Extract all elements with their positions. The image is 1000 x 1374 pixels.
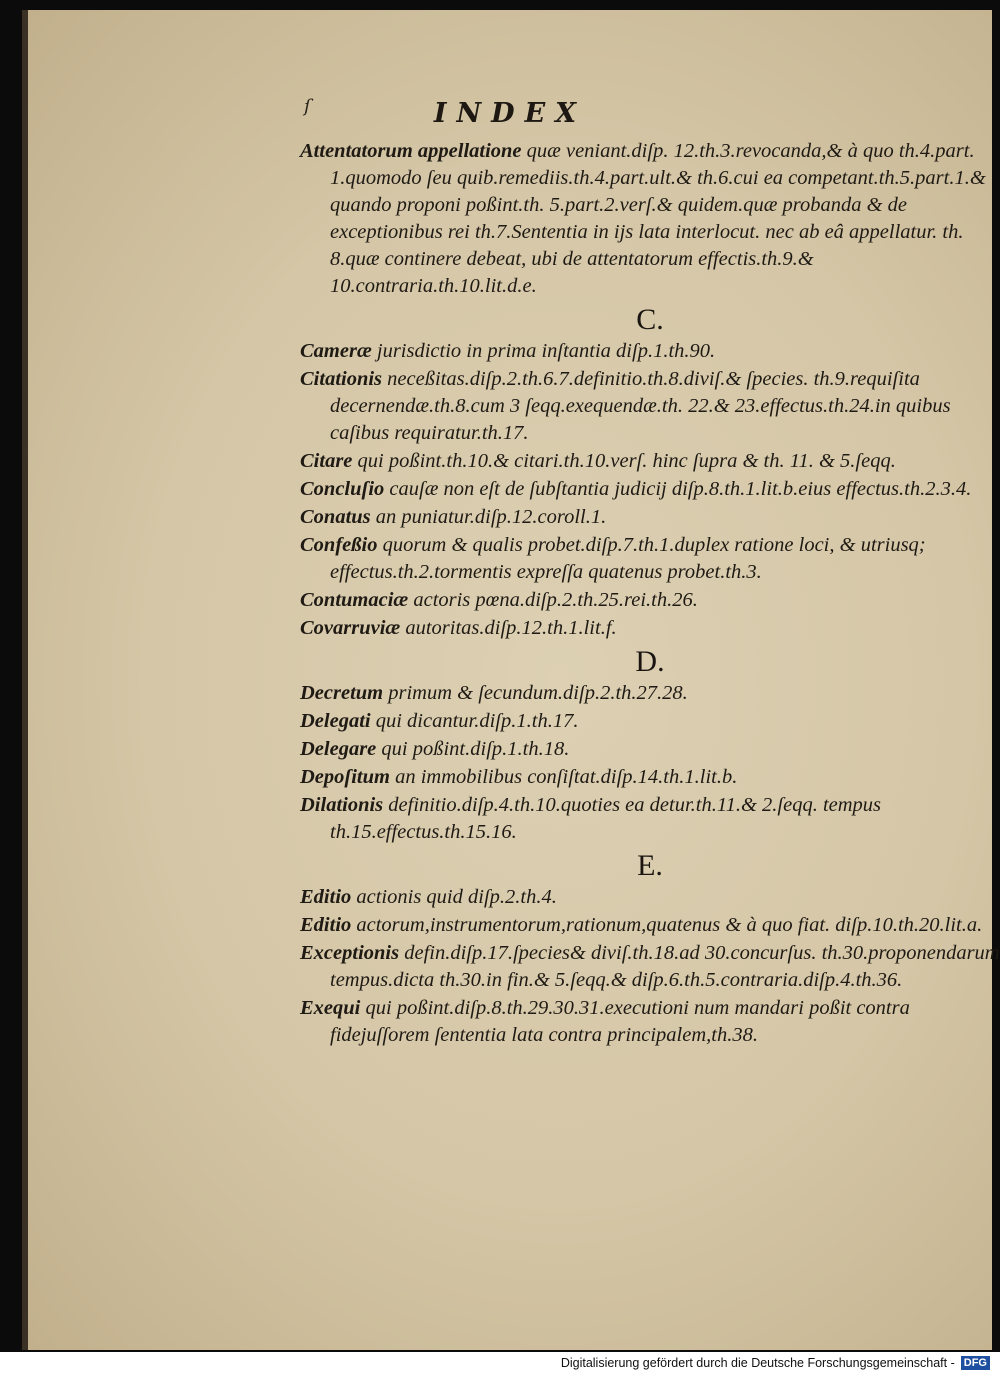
index-body: [300, 138, 1000, 1050]
index-entry-text: qui poßint.diſp.8.th.29.30.31.executioni num mandari poßit contra fidejuſſorem ſententia lata contra principalem,th.38.: [330, 997, 910, 1046]
index-entry-headword: Contumaciæ: [300, 589, 409, 611]
index-entry: [300, 912, 1000, 939]
footer-credit: Digitalisierung gefördert durch die Deutsche Forschungsgemeinschaft -: [560, 1356, 955, 1370]
index-entry-text: quorum & qualis probet.diſp.7.th.1.duplex ratione loci, & utriusq; effectus.th.2.tormentis expreſſa quatenus probet.th.3.: [330, 534, 926, 583]
index-entry-text: qui dicantur.diſp.1.th.17.: [370, 710, 579, 732]
index-section-a: [300, 138, 1000, 300]
index-entry-text: primum & ſecundum.diſp.2.th.27.28.: [383, 682, 688, 704]
index-entry-headword: Covarruviæ: [300, 617, 401, 639]
index-entry-headword: Editio: [300, 886, 352, 908]
index-entry-headword: Editio: [300, 914, 352, 936]
index-entry: [300, 504, 1000, 531]
index-entry-headword: Citare: [300, 450, 353, 472]
index-entry-headword: Confeßio: [300, 534, 378, 556]
index-entry: [300, 366, 1000, 447]
index-entry-text: neceßitas.diſp.2.th.6.7.definitio.th.8.diviſ.& ſpecies. th.9.requiſita decernendæ.th.8.cum 3 ſeqq.exequendæ.th. 22.& 23.effectus.th.24.in quibus caſibus requiratur.th.17.: [330, 368, 951, 444]
section-letter-c: C.: [636, 303, 664, 336]
index-entry-text: autoritas.diſp.12.th.1.lit.f.: [400, 617, 617, 639]
index-entry-headword: Conatus: [300, 506, 371, 528]
digitization-footer: [0, 1352, 1000, 1374]
section-letter-d: D.: [635, 645, 665, 678]
index-entry-headword: Exceptionis: [300, 942, 400, 964]
index-section-e: [300, 884, 1000, 1049]
index-section-c: [300, 338, 1000, 642]
running-head: INDEX: [433, 98, 587, 129]
section-letter-e: E.: [637, 849, 663, 882]
index-entry-headword: Dilationis: [300, 794, 384, 816]
index-entry: [300, 764, 1000, 791]
index-entry-headword: Cameræ: [300, 340, 372, 362]
index-entry: [300, 476, 1000, 503]
index-section-d: [300, 680, 1000, 846]
index-entry: [300, 940, 1000, 994]
index-entry: [300, 615, 1000, 642]
index-entry-text: defin.diſp.17.ſpecies& diviſ.th.18.ad 30.concurſus. th.30.proponendarum tempus.dicta th.30.in fin.& 5.ſeqq.& diſp.6.th.5.contraria.diſp.4.th.36.: [330, 942, 1000, 991]
index-entry-headword: Delegati: [300, 710, 371, 732]
index-entry-text: qui poßint.diſp.1.th.18.: [376, 738, 570, 760]
index-entry-text: quæ veniant.diſp. 12.th.3.revocanda,& à quo th.4.part. 1.quomodo ſeu quib.remediis.th.4.part.ult.& th.6.cui ea competant.th.5.part.1.& quando proponi poßint.th. 5.part.2.verſ.& quidem.quæ probanda & de exceptionibus rei th.7.Sententia in ijs lata interlocut. nec ab eâ appellatur. th. 8.quæ continere debeat, ubi de attentatorum effectis.th.9.& 10.contraria.th.10.lit.d.e.: [330, 140, 986, 297]
index-entry-headword: Attentatorum appellatione: [300, 140, 522, 162]
index-entry-text: definitio.diſp.4.th.10.quoties ea detur.th.11.& 2.ſeqq. tempus th.15.effectus.th.15.16.: [330, 794, 882, 843]
index-entry: [300, 680, 1000, 707]
index-entry: [300, 532, 1000, 586]
index-entry: [300, 587, 1000, 614]
dfg-logo: DFG: [961, 1356, 990, 1370]
index-entry-headword: Decretum: [300, 682, 384, 704]
index-entry: [300, 138, 1000, 300]
index-entry-headword: Concluſio: [300, 478, 385, 500]
index-entry: [300, 995, 1000, 1049]
index-entry: [300, 448, 1000, 475]
index-entry-text: actorum,instrumentorum,rationum,quatenus & à quo fiat. diſp.10.th.20.lit.a.: [351, 914, 983, 936]
index-entry: [300, 884, 1000, 911]
index-entry-headword: Delegare: [300, 738, 377, 760]
index-entry: [300, 338, 1000, 365]
book-page: [22, 10, 1000, 1350]
index-entry-text: actionis quid diſp.2.th.4.: [351, 886, 557, 908]
index-entry-text: an puniatur.diſp.12.coroll.1.: [370, 506, 607, 528]
index-entry-headword: Depoſitum: [300, 766, 390, 788]
index-entry-text: jurisdictio in prima inſtantia diſp.1.th.90.: [371, 340, 716, 362]
index-entry-text: qui poßint.th.10.& citari.th.10.verſ. hinc ſupra & th. 11. & 5.ſeqq.: [352, 450, 896, 472]
folio-mark: ſ: [304, 96, 311, 117]
index-entry: [300, 708, 1000, 735]
index-entry-headword: Citationis: [300, 368, 383, 390]
index-entry-text: cauſæ non eſt de ſubſtantia judicij diſp.8.th.1.lit.b.eius effectus.th.2.3.4.: [384, 478, 972, 500]
index-entry-text: an immobilibus conſiſtat.diſp.14.th.1.lit.b.: [389, 766, 738, 788]
index-entry-text: actoris pœna.diſp.2.th.25.rei.th.26.: [408, 589, 698, 611]
index-entry: [300, 792, 1000, 846]
index-entry-headword: Exequi: [300, 997, 361, 1019]
index-entry: [300, 736, 1000, 763]
